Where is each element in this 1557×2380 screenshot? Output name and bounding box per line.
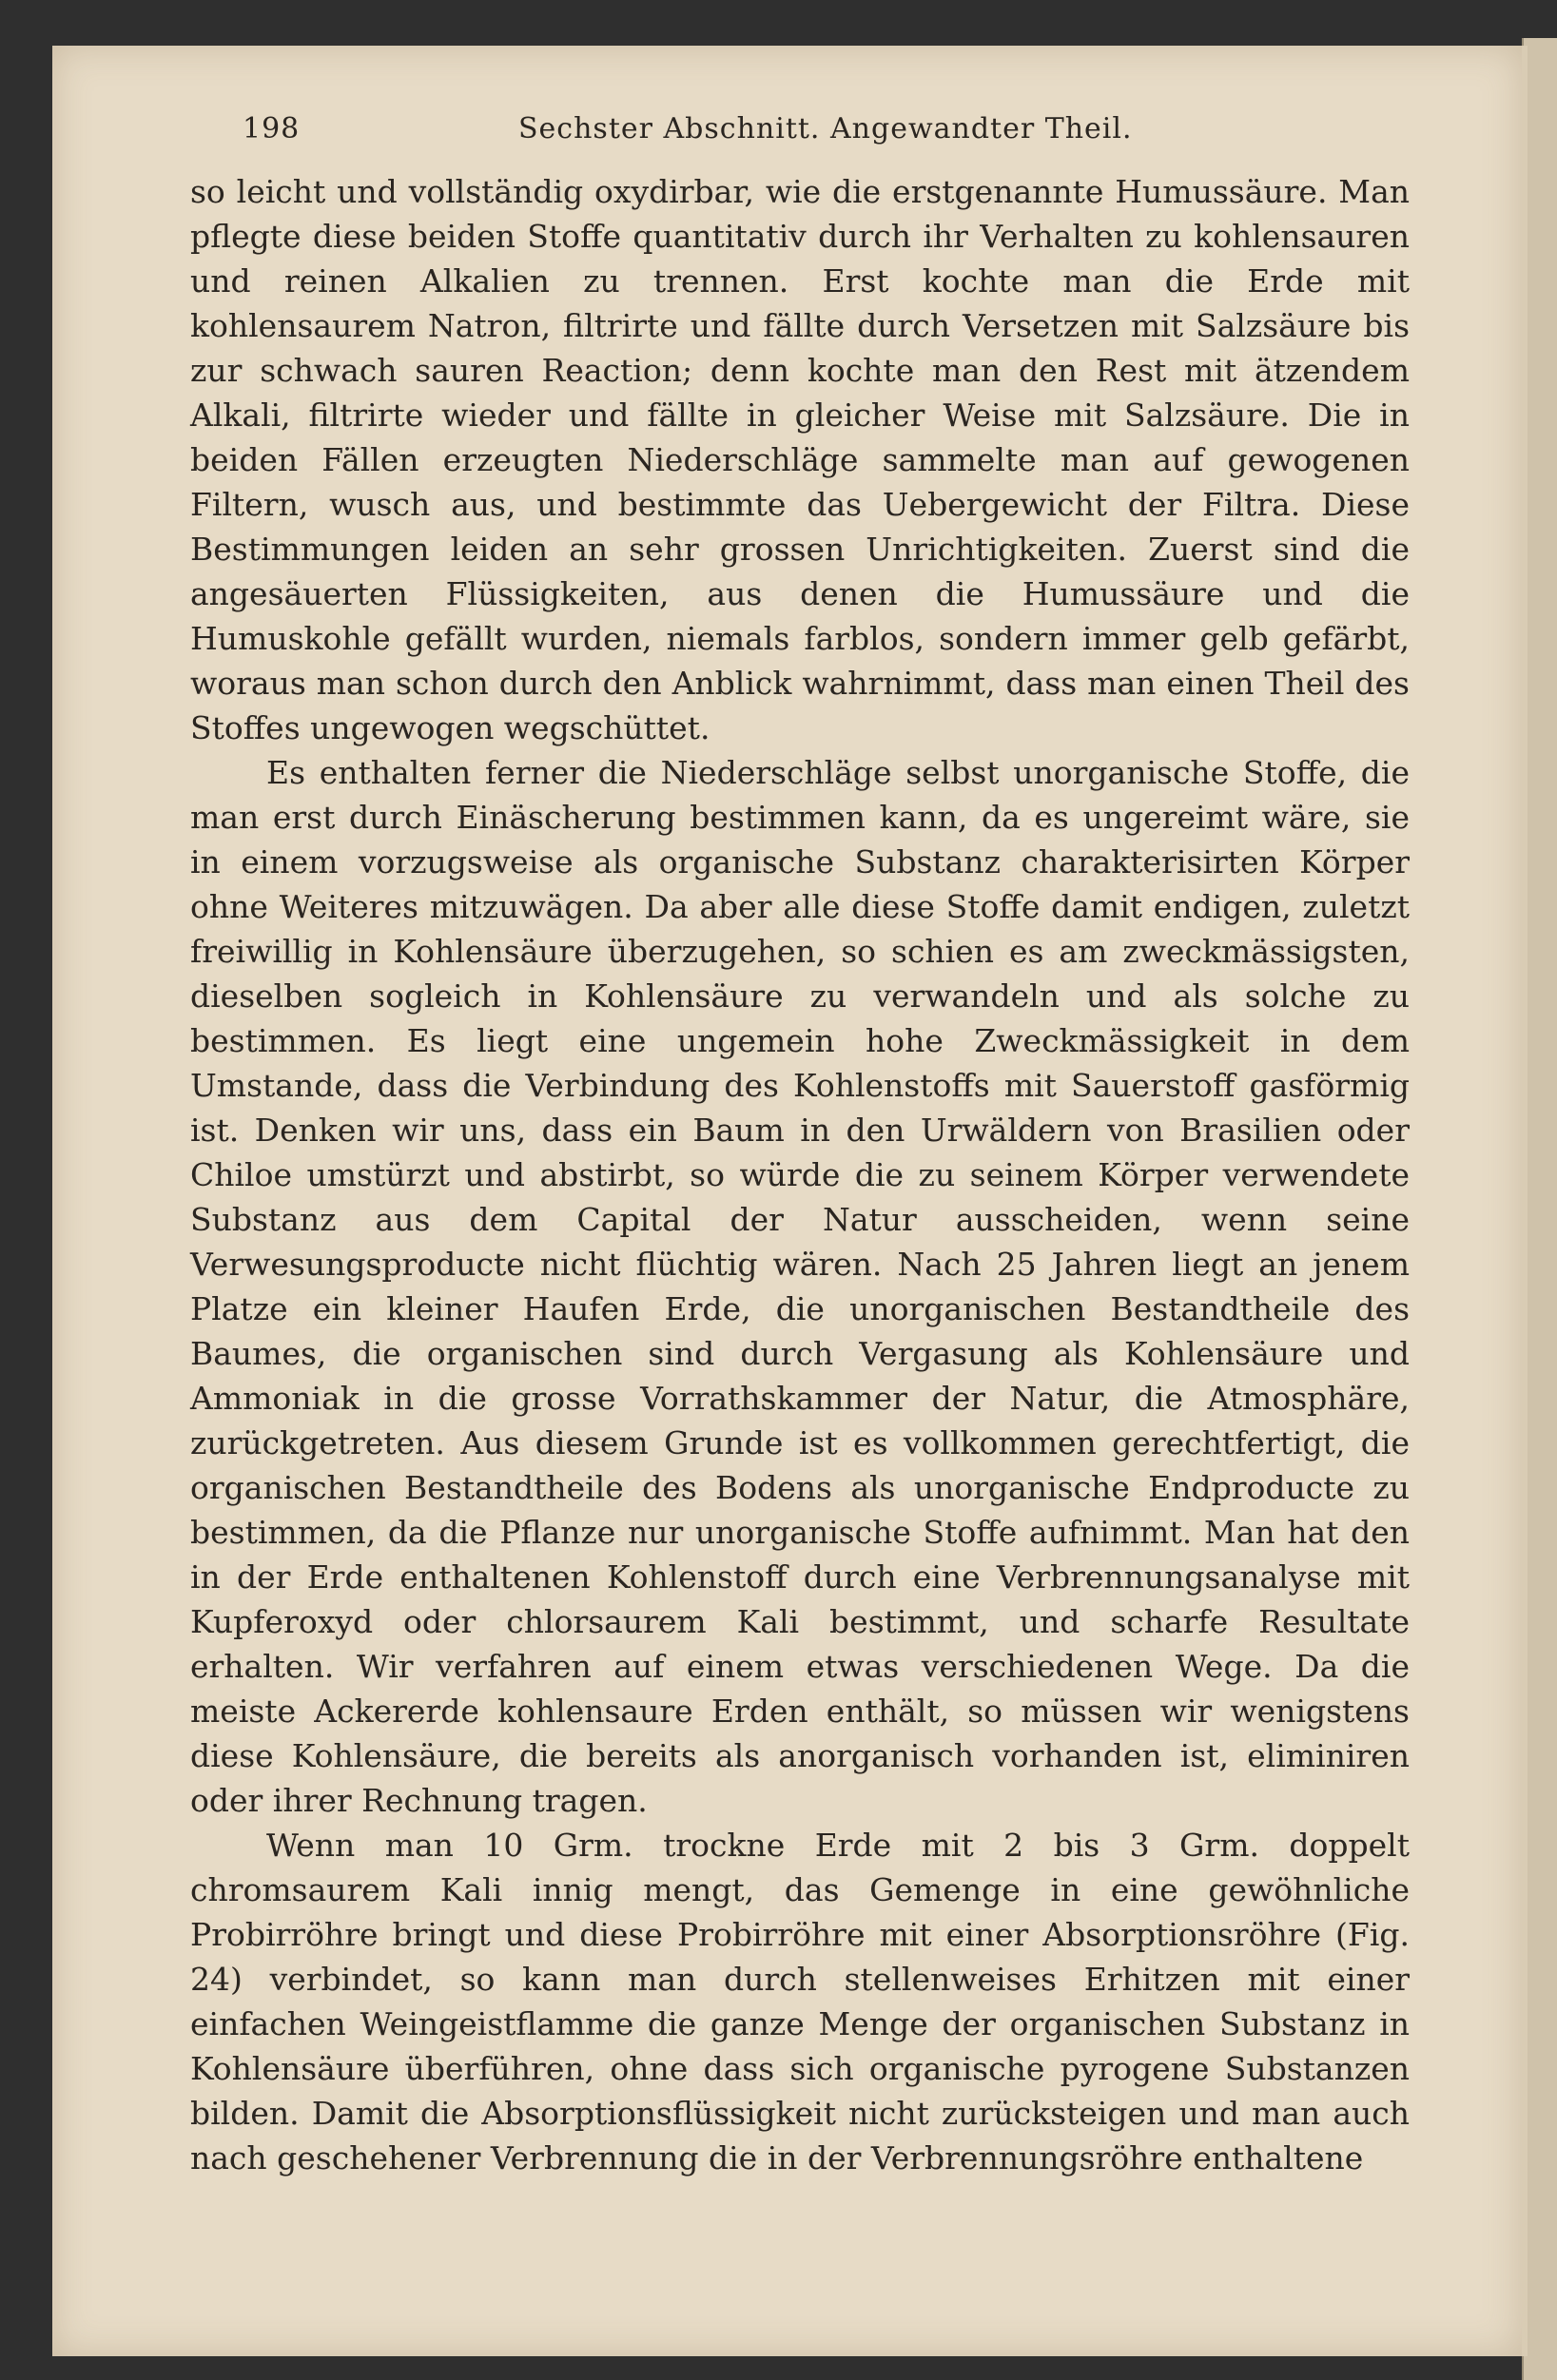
page-text-block [190,112,1410,2180]
running-title: Sechster Abschnitt. Angewandter Theil. [518,112,1133,145]
running-header [190,112,1410,169]
page-number: 198 [243,112,301,145]
paragraph-3: Wenn man 10 Grm. trockne Erde mit 2 bis 3 Grm. doppelt chromsaurem Kali innig mengt, das Gemenge in eine gewöhnliche Probirröhre bringt und diese Probirröhre mit einer Absorptionsröhre (Fig. 24) verbindet, so kann man durch stellenweises Erhitzen mit einer einfachen Weingeistflamme die ganze Menge der organischen Substanz in Kohlensäure überführen, ohne dass sich organische pyrogene Substanzen bilden. Damit die Absorptionsflüssigkeit nicht zurücksteigen und man auch nach geschehener Verbrennung die in der Verbrennungsröhre enthaltene [190,1827,1410,2177]
paragraph-2: Es enthalten ferner die Niederschläge selbst unorganische Stoffe, die man erst durch Einäscherung bestimmen kann, da es ungereimt wäre, sie in einem vorzugsweise als organische Substanz charakterisirten Körper ohne Weiteres mitzuwägen. Da aber alle diese Stoffe damit endigen, zuletzt freiwillig in Kohlensäure überzugehen, so schien es am zweckmässigsten, dieselben sogleich in Kohlensäure zu verwandeln und als solche zu bestimmen. Es liegt eine ungemein hohe Zweckmässigkeit in dem Umstande, dass die Verbindung des Kohlenstoffs mit Sauerstoff gasförmig ist. Denken wir uns, dass ein Baum in den Urwäldern von Brasilien oder Chiloe umstürzt und abstirbt, so würde die zu seinem Körper verwendete Substanz aus dem Capital der Natur ausscheiden, wenn seine Verwesungsproducte nicht flüchtig wären. Nach 25 Jahren liegt an jenem Platze ein kleiner Haufen Erde, die unorganischen Bestandtheile des Baumes, die organischen sind durch Vergasung als Kohlensäure und Ammoniak in die grosse Vorrathskammer der Natur, die Atmosphäre, zurückgetreten. Aus diesem Grunde ist es vollkommen gerechtfertigt, die organischen Bestandtheile des Bodens als unorganische Endproducte zu bestimmen, da die Pflanze nur unorganische Stoffe aufnimmt. Man hat den in der Erde enthaltenen Kohlenstoff durch eine Verbrennungsanalyse mit Kupferoxyd oder chlorsaurem Kali bestimmt, und scharfe Resultate erhalten. Wir verfahren auf einem etwas verschiedenen Wege. Da die meiste Ackererde kohlensaure Erden enthält, so müssen wir wenigstens diese Kohlensäure, die bereits als anorganisch vorhanden ist, eliminiren oder ihrer Rechnung tragen. [190,754,1410,1819]
paragraph-1: so leicht und vollständig oxydirbar, wie die erstgenannte Humussäure. Man pflegte diese beiden Stoffe quantitativ durch ihr Verhalten zu kohlensauren und reinen Alkalien zu trennen. Erst kochte man die Erde mit kohlensaurem Natron, filtrirte und fällte durch Versetzen mit Salzsäure bis zur schwach sauren Reaction; denn kochte man den Rest mit ätzendem Alkali, filtrirte wieder und fällte in gleicher Weise mit Salzsäure. Die in beiden Fällen erzeugten Niederschläge sammelte man auf gewogenen Filtern, wusch aus, und bestimmte das Uebergewicht der Filtra. Diese Bestimmungen leiden an sehr grossen Unrichtigkeiten. Zuerst sind die angesäuerten Flüssigkeiten, aus denen die Humussäure und die Humuskohle gefällt wurden, niemals farblos, sondern immer gelb gefärbt, woraus man schon durch den Anblick wahrnimmt, dass man einen Theil des Stoffes ungewogen wegschüttet. [190,173,1410,746]
